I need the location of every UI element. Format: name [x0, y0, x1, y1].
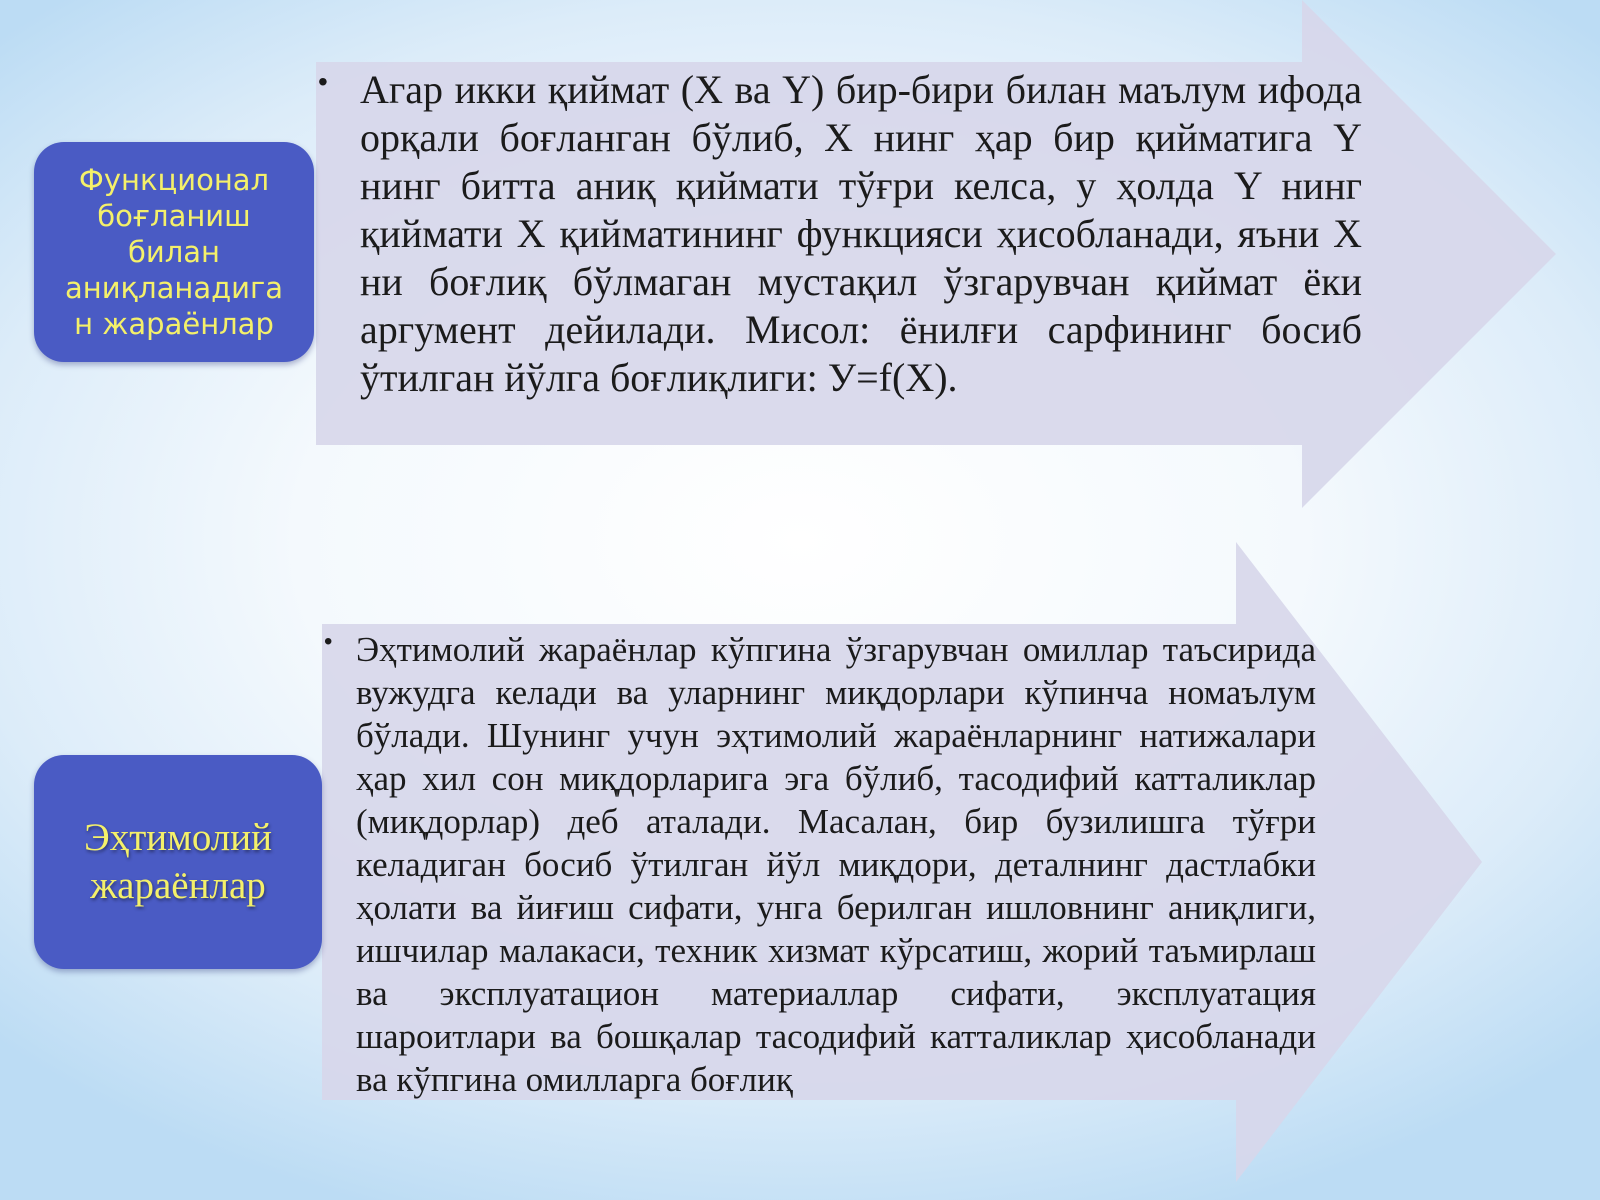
bullet-text-probabilistic: Эҳтимолий жараёнлар кўпгина ўзгарувчан омиллар таъсирида вужудга келади ва уларнинг миқдорлари кўпинча номаълум бўлади. Шунинг учун эҳтимолий жараёнларнинг натижалари ҳар хил сон миқдорларига эга бўлиб, тасодифий катталиклар (миқдорлар) деб аталади. Масалан, бир бузилишга тўғри келадиган босиб ўтилган йўл миқдори, деталнинг дастлабки ҳолати ва йиғиш сифати, унга берилган ишловнинг аниқлиги, ишчилар малакаси, техник хизмат кўрсатиш, жорий таъмирлаш ва эксплуатацион материаллар сифати, эксплуатация шароитлари ва бошқалар тасодифий катталиклар ҳисобланади ва кўпгина омилларга боғлиқ	[356, 630, 1316, 1099]
bullet-text-functional: Агар икки қиймат (X ва Y) бир-бири билан маълум ифода орқали боғланган бўлиб, X нинг ҳар бир қийматига Y нинг битта аниқ қиймати тўғри келса, у ҳолда Y нинг қиймати X қийматининг функцияси ҳисобланади, яъни X ни боғлиқ бўлмаган мустақил ўзгарувчан қиймат ёки аргумент дейилади. Мисол: ёнилғи сарфининг босиб ўтилган йўлга боғлиқлиги: У=f(X).	[360, 67, 1362, 400]
label-box-probabilistic	[34, 755, 322, 969]
bullet-dot-icon: •	[318, 66, 328, 97]
label-probabilistic-text: Эҳтимолий жараёнлар	[83, 816, 273, 907]
label-box-functional	[34, 142, 314, 362]
label-functional-text: Функционал боғланиш билан аниқланадига н жараёнлар	[64, 163, 284, 341]
bullet-block-probabilistic	[324, 628, 1316, 1101]
bullet-dot-icon: •	[324, 628, 333, 655]
bullet-block-functional	[318, 66, 1362, 402]
